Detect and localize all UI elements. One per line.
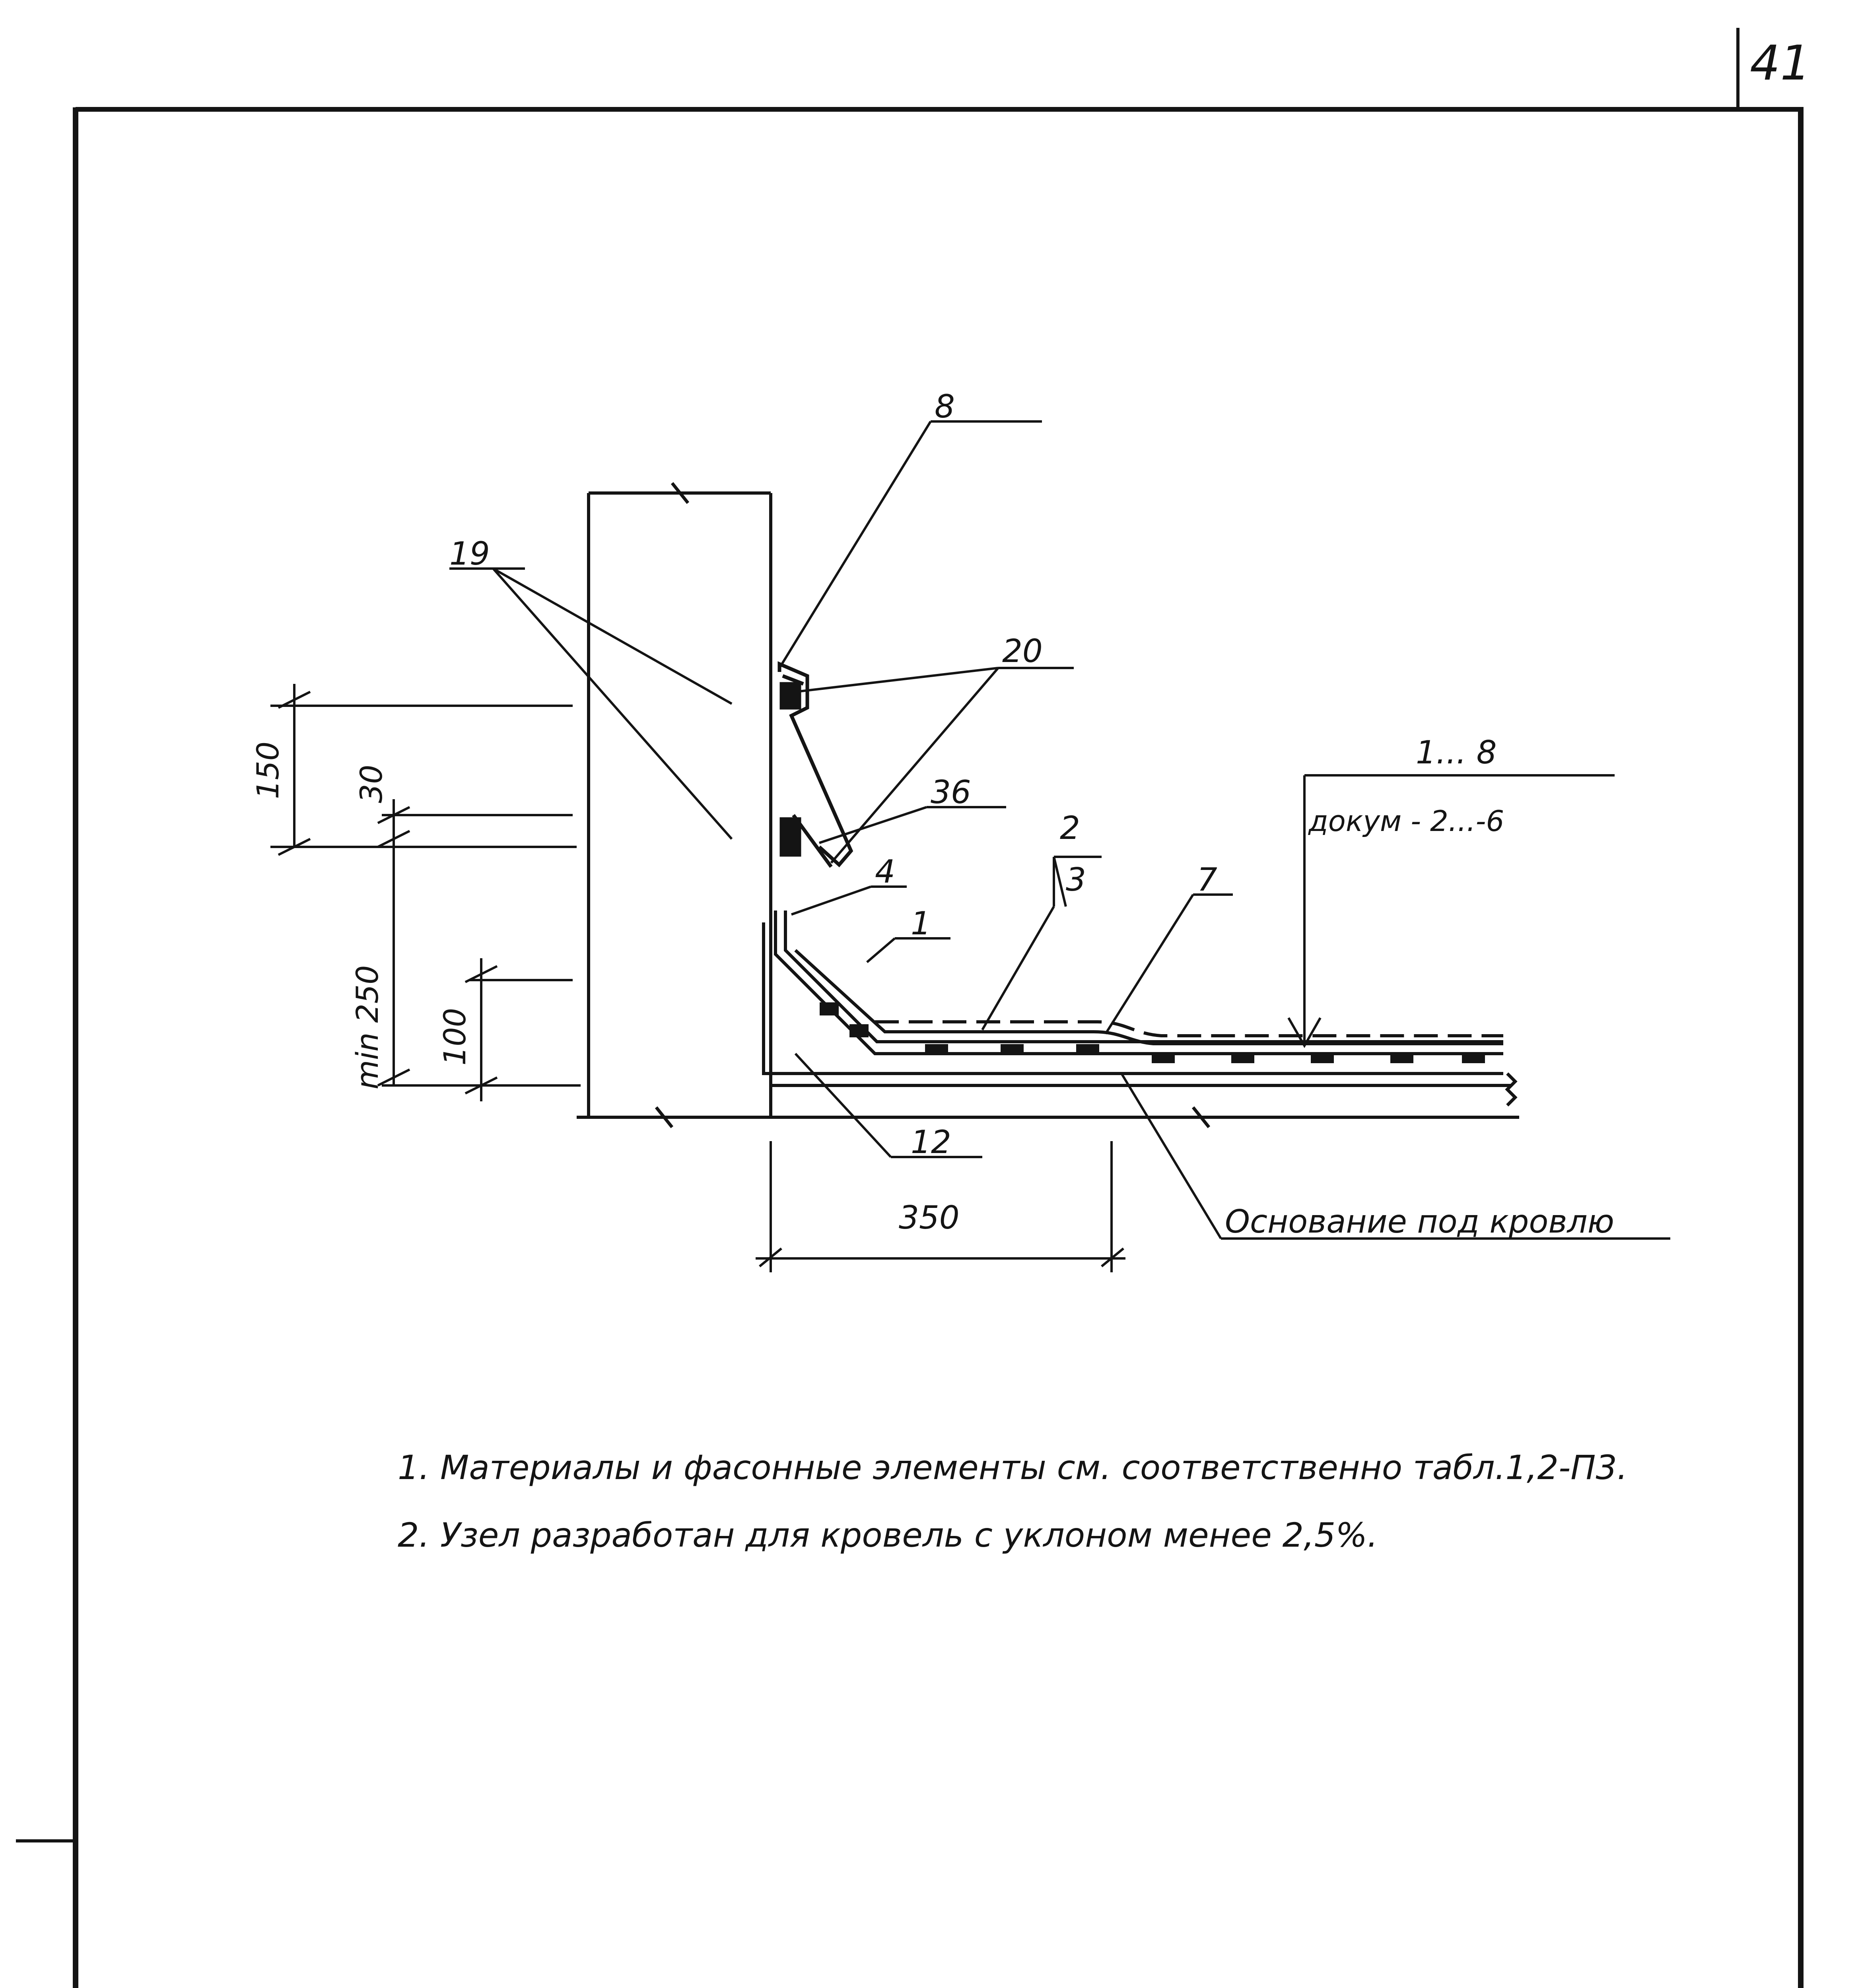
label-4: 4 — [875, 853, 895, 890]
label-8: 8 — [935, 388, 955, 425]
label-19: 19 — [449, 535, 490, 572]
base-label: Основание под кровлю — [1225, 1203, 1614, 1240]
label-36: 36 — [931, 774, 971, 811]
callout-layers-bottom: докум - 2...-6 — [1308, 804, 1504, 838]
dim-min-250: min 250 — [350, 965, 385, 1089]
label-20: 20 — [1002, 633, 1043, 670]
callout-layers-top: 1... 8 — [1416, 734, 1497, 771]
roof-layers — [764, 911, 1503, 1074]
label-3: 3 — [1066, 861, 1086, 898]
label-1: 1 — [911, 905, 931, 942]
note-1: 1. Материалы и фасонные элементы см. соответственно табл.1,2-П3. — [398, 1448, 1628, 1487]
dim-100: 100 — [437, 1008, 472, 1066]
page-number: 41 — [1750, 36, 1811, 91]
label-7: 7 — [1197, 861, 1217, 898]
dim-350: 350 — [899, 1199, 960, 1236]
dimension-lines — [270, 684, 1125, 1272]
label-2: 2 — [1060, 810, 1080, 846]
dim-150: 150 — [250, 741, 286, 799]
note-2: 2. Узел разработан для кровель с уклоном менее 2,5%. — [398, 1516, 1378, 1555]
drawing-frame — [16, 28, 1804, 1988]
dim-30: 30 — [354, 765, 389, 803]
label-12: 12 — [911, 1124, 951, 1161]
